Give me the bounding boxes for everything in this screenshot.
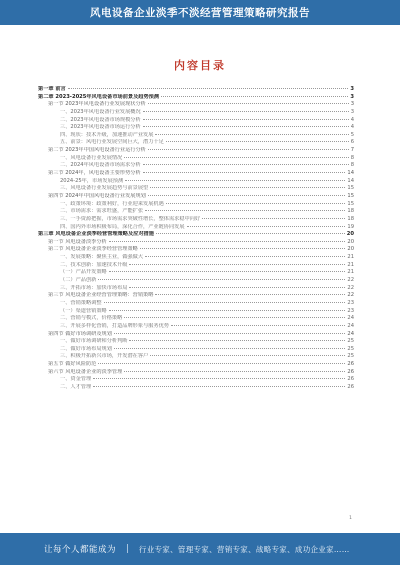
toc-entry-page: 19 <box>347 223 354 230</box>
toc-entry-page: 7 <box>350 147 354 154</box>
footer-separator: | <box>126 544 129 554</box>
toc-entry-title: 二、人才管理 <box>60 383 92 390</box>
toc-entry[interactable] <box>38 94 354 102</box>
toc-entry-page: 5 <box>350 131 354 138</box>
toc-entry[interactable] <box>38 292 354 300</box>
toc-entry[interactable] <box>38 246 354 254</box>
toc-leader-dots <box>114 333 345 334</box>
toc-entry-page: 15 <box>347 185 354 192</box>
toc-entry[interactable] <box>38 331 354 339</box>
toc-entry-page: 20 <box>347 246 354 253</box>
toc-entry-title: 二、技术创新：加速技术升级 <box>60 261 128 268</box>
toc-leader-dots <box>98 363 345 364</box>
toc-entry-title: 三、风电设备行业发展趋势与前景展望 <box>60 185 149 192</box>
toc-leader-dots <box>145 256 345 257</box>
toc-entry-title: 四、国内外市场积极布局，深化合作，产业链协同发展 <box>60 223 185 230</box>
toc-entry[interactable] <box>38 117 354 125</box>
toc-leader-dots <box>166 203 346 204</box>
toc-entry-page: 25 <box>347 338 354 345</box>
toc-entry-page: 15 <box>347 192 354 199</box>
toc-entry[interactable] <box>38 323 354 331</box>
toc-entry-page: 24 <box>347 322 354 329</box>
toc-leader-dots <box>187 226 346 227</box>
toc-entry[interactable] <box>38 300 354 308</box>
toc-entry-title: 第二章 2023-2025年风电设备市场前景及趋势预测 <box>38 93 160 100</box>
toc-leader-dots <box>129 287 345 288</box>
toc-leader-dots <box>155 294 345 295</box>
toc-entry-page: 24 <box>347 315 354 322</box>
toc-entry-page: 8 <box>350 162 354 169</box>
toc-entry-title: 第一章 前言 <box>38 86 66 92</box>
toc-entry[interactable] <box>38 277 354 285</box>
toc-leader-dots <box>166 141 349 142</box>
toc-entry-page: 24 <box>347 330 354 337</box>
toc-entry[interactable] <box>38 269 354 277</box>
toc-entry-page: 4 <box>350 116 354 123</box>
toc-entry[interactable] <box>38 285 354 293</box>
toc-leader-dots <box>109 271 346 272</box>
toc-entry[interactable] <box>38 231 354 239</box>
toc-leader-dots <box>156 233 345 234</box>
toc-entry[interactable] <box>38 308 354 316</box>
toc-entry[interactable] <box>38 346 354 354</box>
toc-entry-title: 第三章 风电设备企业淡季经营管理策略及应对措施 <box>38 231 154 238</box>
toc-entry-title: 一、做好市场调研和分析判断 <box>60 338 128 345</box>
toc-entry-title: 二、做好市场布局规划 <box>60 345 112 352</box>
toc-leader-dots <box>202 218 345 219</box>
toc-entry-title: （一）产品开发策略 <box>60 269 107 276</box>
toc-entry-page: 21 <box>347 261 354 268</box>
toc-leader-dots <box>143 119 349 120</box>
toc-entry-page: 20 <box>346 231 354 238</box>
toc-entry[interactable] <box>38 139 354 147</box>
toc-entry-page: 25 <box>347 353 354 360</box>
toc-entry-page: 18 <box>347 215 354 222</box>
toc-entry[interactable] <box>38 216 354 224</box>
toc-leader-dots <box>93 378 345 379</box>
toc-entry-title: 第五节 做好风险防范 <box>48 361 97 368</box>
toc-entry-page: 23 <box>347 299 354 306</box>
toc-entry-title: 2024-25年，市场发展预测 <box>60 177 124 184</box>
toc-entry-page: 3 <box>350 108 354 115</box>
toc-entry[interactable] <box>38 162 354 170</box>
toc-entry[interactable] <box>38 369 354 377</box>
toc-entry-page: 3 <box>350 93 354 100</box>
toc-entry-title: 二、2024年风电设备市场需求分析 <box>60 162 141 169</box>
toc-entry-title: 三、开拓市场：加快市场布局 <box>60 284 128 291</box>
toc-entry-title: 第六节 风电设备企业的淡季管理 <box>48 368 123 375</box>
toc-entry-title: 一、营销策略调整 <box>60 299 102 306</box>
toc-entry[interactable] <box>38 170 354 178</box>
toc-entry-page: 21 <box>347 254 354 261</box>
toc-entry[interactable] <box>38 124 354 132</box>
toc-entry-title: 第三节 2024年，风电设备主要形势分析 <box>48 170 141 177</box>
toc-entry-title: 二、营销与模式，价格策略 <box>60 315 123 322</box>
toc-entry-title: 二、2023年风电设备市场规模分析 <box>60 116 141 123</box>
toc-leader-dots <box>129 340 345 341</box>
toc-entry-page: 3 <box>350 86 354 92</box>
toc-entry[interactable] <box>38 109 354 117</box>
toc-entry-title: 二、市场需求：需求旺盛，产能扩张 <box>60 208 144 215</box>
toc-entry-title: 三、一手资源把握，市场需求突破性增长，整体需求稳中向好 <box>60 215 201 222</box>
toc-entry-title: 三、开展多样化营销，打造品牌形象与服务优势 <box>60 322 169 329</box>
toc-leader-dots <box>143 111 349 112</box>
toc-entry[interactable] <box>38 201 354 209</box>
toc-leader-dots <box>124 371 345 372</box>
toc-leader-dots <box>124 157 348 158</box>
toc-entry-title: 第二节 2023年中国风电设备行业运行分析 <box>48 147 146 154</box>
toc-leader-dots <box>155 134 348 135</box>
toc-entry[interactable] <box>38 185 354 193</box>
toc-heading: 内容目录 <box>174 59 226 72</box>
toc-entry-title: 三、2023年风电设备市场运行分析 <box>60 124 141 131</box>
toc-entry[interactable] <box>38 239 354 247</box>
toc-entry[interactable] <box>38 376 354 384</box>
toc-entry-page: 26 <box>347 361 354 368</box>
report-header-bar <box>0 0 400 25</box>
toc-leader-dots <box>148 103 349 104</box>
toc-entry-page: 22 <box>347 292 354 299</box>
toc-entry[interactable] <box>38 338 354 346</box>
page-number: 1 <box>349 516 352 521</box>
toc-entry[interactable] <box>38 353 354 361</box>
toc-entry[interactable] <box>38 178 354 186</box>
footer-slogan: 让每个人都能成为 <box>44 545 117 555</box>
toc-entry[interactable] <box>38 147 354 155</box>
toc-leader-dots <box>145 210 345 211</box>
toc-entry[interactable] <box>38 193 354 201</box>
toc-leader-dots <box>161 96 348 97</box>
footer-roles: 行业专家、管理专家、营销专家、战略专家、成功企业家…… <box>138 544 350 554</box>
toc-entry-title: 四、现状：技术升级，加速推动产业发展 <box>60 131 154 138</box>
toc-leader-dots <box>68 88 349 89</box>
toc-entry[interactable] <box>38 224 354 232</box>
toc-entry-page: 22 <box>347 284 354 291</box>
toc-leader-dots <box>171 325 345 326</box>
toc-leader-dots <box>104 302 346 303</box>
toc-entry-page: 3 <box>350 101 354 108</box>
toc-leader-dots <box>150 187 345 188</box>
toc-entry-page: 26 <box>347 383 354 390</box>
toc-leader-dots <box>98 279 345 280</box>
toc-entry-page: 20 <box>347 238 354 245</box>
toc-entry-page: 22 <box>347 277 354 284</box>
toc-entry[interactable] <box>38 262 354 270</box>
toc-leader-dots <box>143 172 346 173</box>
toc-entry-page: 18 <box>347 208 354 215</box>
toc-entry-title: 第一节 风电设备淡季分析 <box>48 238 107 245</box>
toc-leader-dots <box>140 248 346 249</box>
toc-entry[interactable] <box>38 101 354 109</box>
toc-entry-title: 第一节 2023年风电设备行业发展现状分析 <box>48 101 146 108</box>
toc-leader-dots <box>150 355 345 356</box>
toc-entry-title: 一、发展策略：聚焦主业，做强做大 <box>60 254 144 261</box>
toc-entry[interactable] <box>38 208 354 216</box>
toc-leader-dots <box>129 264 345 265</box>
toc-entry-title: 第四节 做好市场调研及规划 <box>48 330 112 337</box>
toc-entry-title: 一、政策环境：政策利好，行业迎来发展机遇 <box>60 200 164 207</box>
toc-entry-title: 一、风电设备行业发展情况 <box>60 154 123 161</box>
toc-leader-dots <box>124 317 345 318</box>
toc-entry-title: 一、资金管理 <box>60 376 92 383</box>
toc-entry-page: 25 <box>347 345 354 352</box>
toc-entry-title: 第三节 风电设备企业经营管理策略：营销策略 <box>48 292 154 299</box>
toc-entry-title: 第二节 风电设备企业淡季经营管理策略 <box>48 246 138 253</box>
toc-leader-dots <box>143 164 349 165</box>
report-title: 风电设备企业淡季不淡经营管理策略研究报告 <box>90 7 310 19</box>
toc-leader-dots <box>143 126 349 127</box>
toc-entry-title: 一、2023年风电设备行业发展概况 <box>60 108 141 115</box>
toc-leader-dots <box>148 195 346 196</box>
toc-entry-title: （二）产品创新 <box>60 277 97 284</box>
toc-entry-page: 8 <box>350 154 354 161</box>
toc-leader-dots <box>93 386 345 387</box>
toc-entry-title: 第四节 2024年中国风电设备行业发展规划 <box>48 192 146 199</box>
toc-entry-page: 23 <box>347 307 354 314</box>
toc-entry-page: 15 <box>347 200 354 207</box>
toc-entry-page: 4 <box>350 124 354 131</box>
toc-entry[interactable] <box>38 132 354 140</box>
toc-leader-dots <box>114 348 346 349</box>
toc-entry-page: 14 <box>347 170 354 177</box>
toc-leader-dots <box>148 149 349 150</box>
toc-entry-page: 26 <box>347 368 354 375</box>
toc-entry-page: 21 <box>347 269 354 276</box>
toc-entry-title: 五、前景：风电行业发展空间巨大，潜力十足 <box>60 139 164 146</box>
toc-leader-dots <box>125 180 345 181</box>
toc-entry[interactable] <box>38 155 354 163</box>
toc-entry-title: 三、积极开拓新兴市场，开发潜在客户 <box>60 353 149 360</box>
footer-banner <box>0 533 400 565</box>
toc-entry[interactable] <box>38 361 354 369</box>
toc-entry-page: 14 <box>347 177 354 184</box>
toc-entry[interactable] <box>38 315 354 323</box>
toc-entry[interactable] <box>38 254 354 262</box>
toc-entry[interactable] <box>38 384 354 392</box>
toc-entry[interactable] <box>38 86 354 94</box>
toc-entry-page: 26 <box>347 376 354 383</box>
toc-entry-title: （一）渠道营销策略 <box>60 307 107 314</box>
toc-leader-dots <box>109 310 346 311</box>
toc-entry-page: 6 <box>350 139 354 146</box>
table-of-contents <box>38 86 354 392</box>
toc-leader-dots <box>109 241 346 242</box>
